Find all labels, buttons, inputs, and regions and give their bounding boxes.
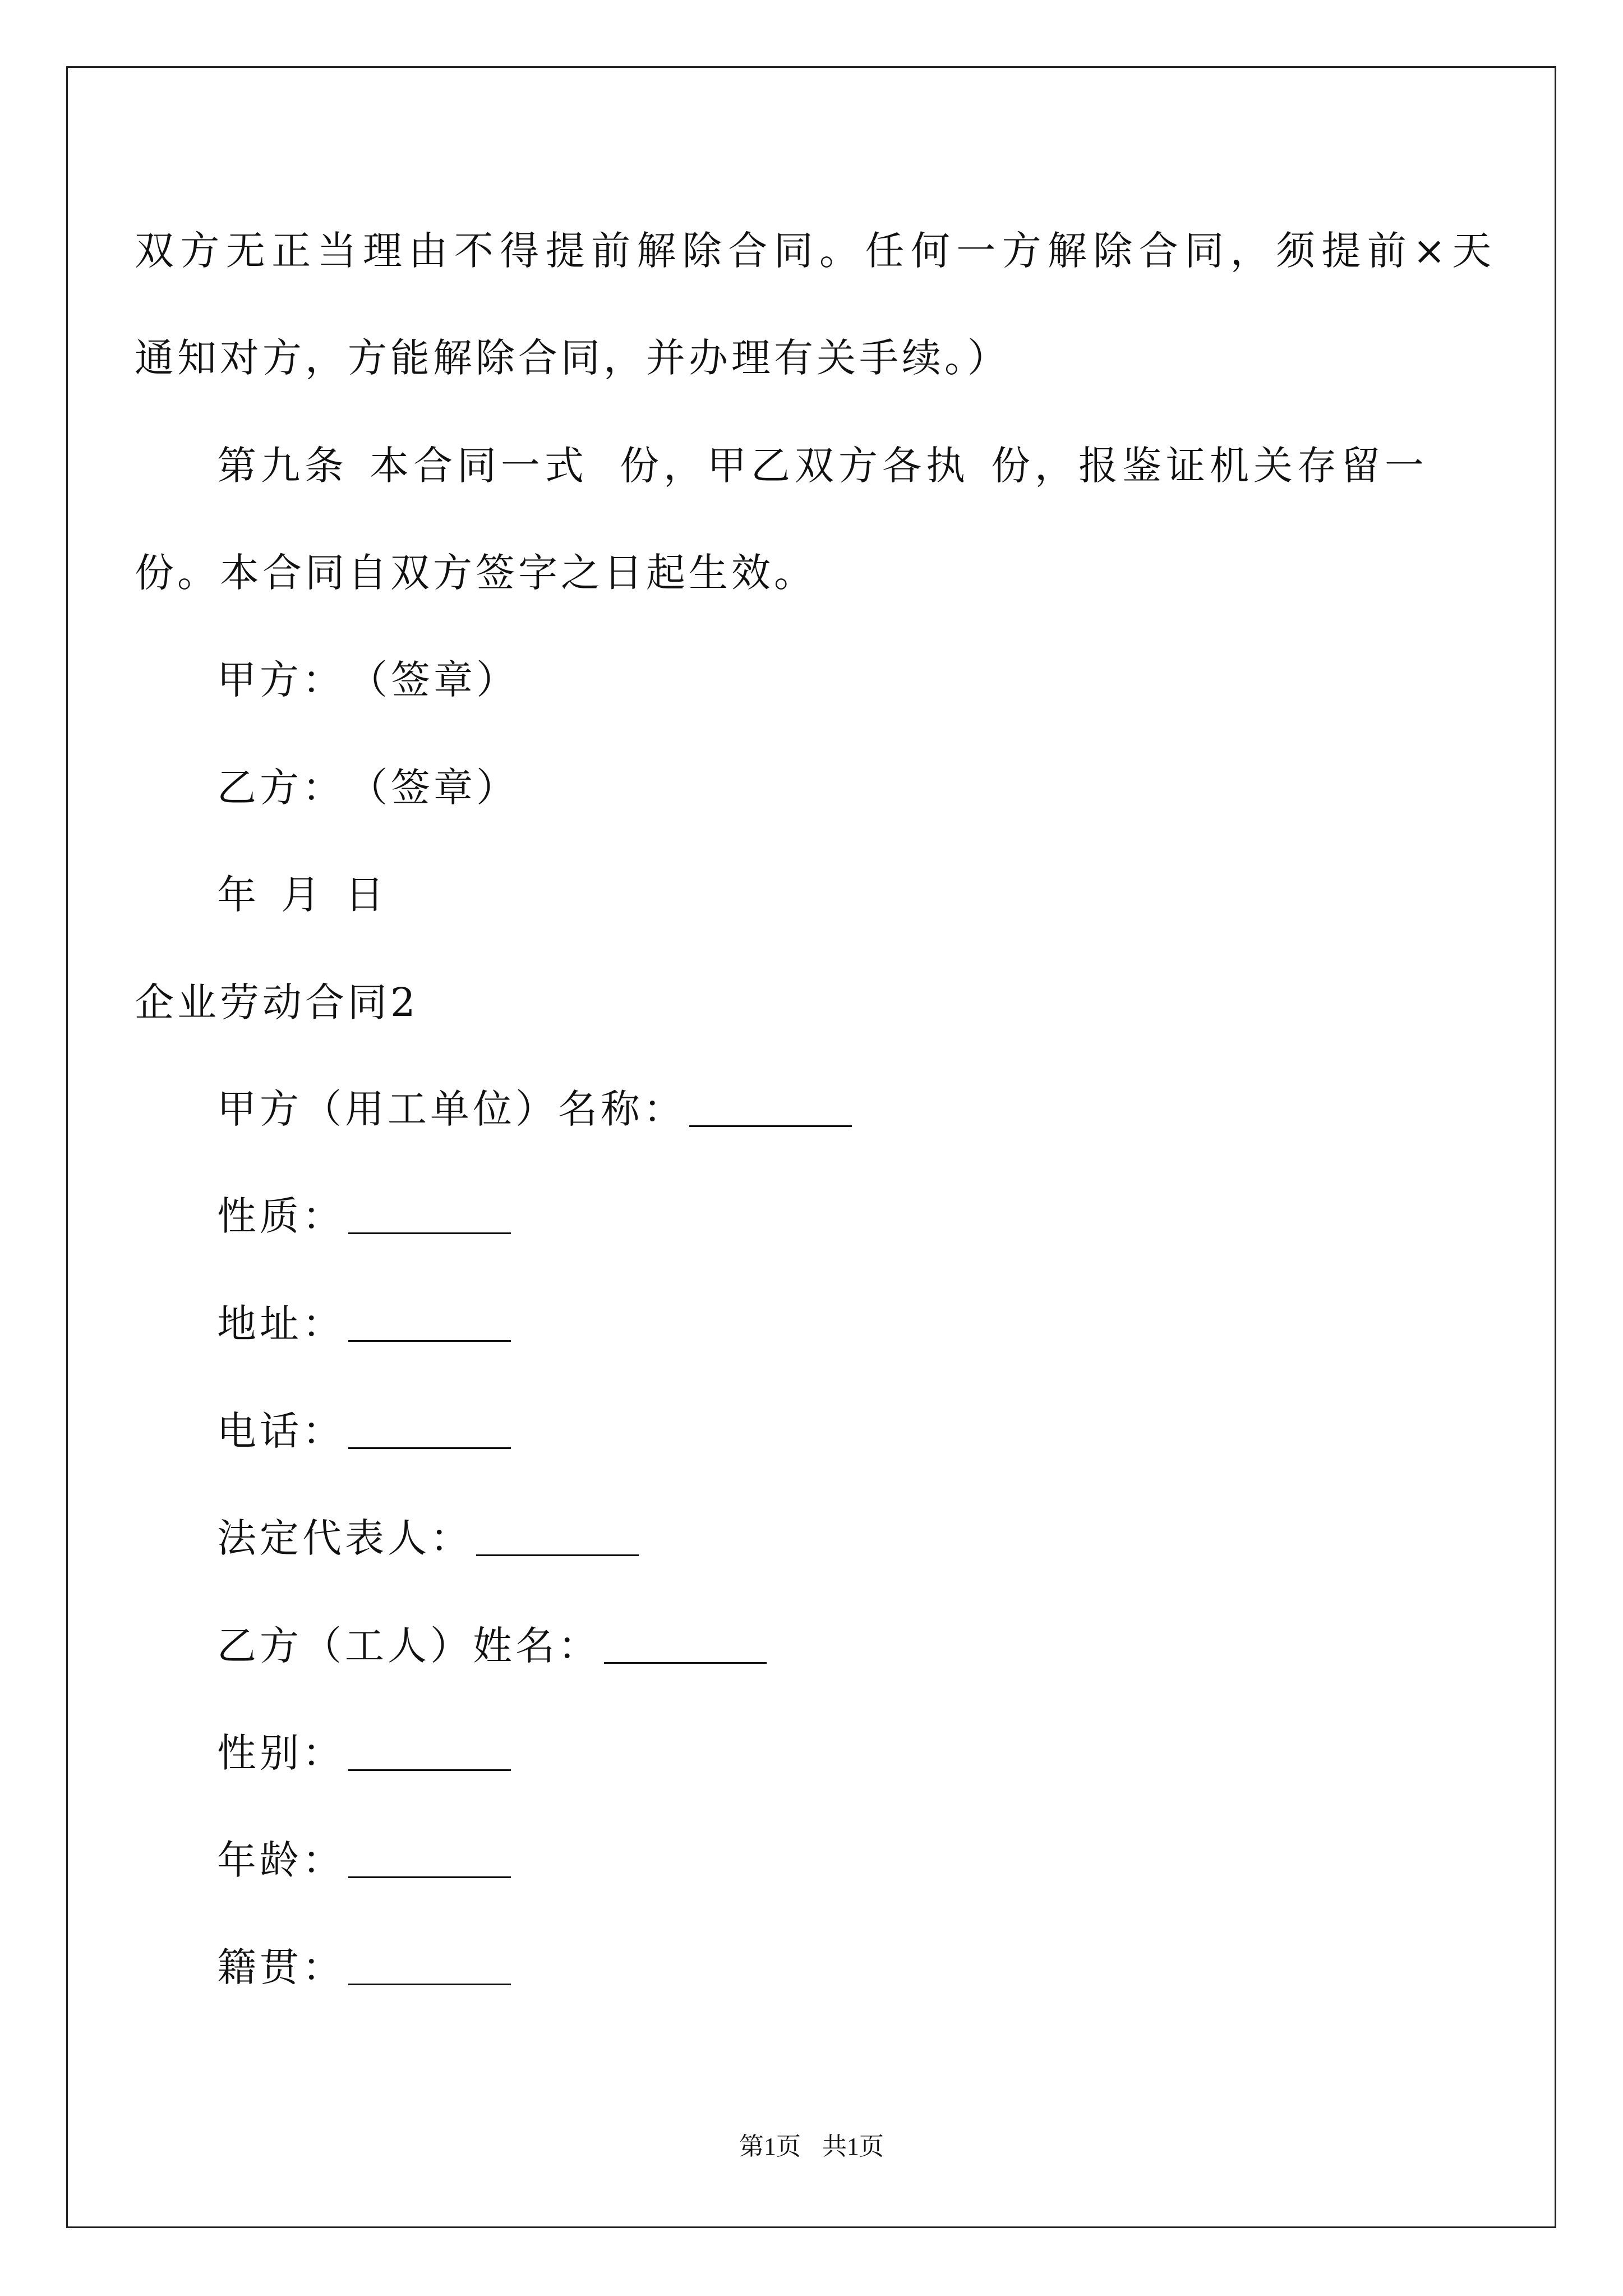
article-nine-each: 份，甲乙双方各执 — [620, 443, 970, 489]
date-line — [217, 872, 388, 918]
native-place-label: 籍贯： — [217, 1944, 345, 1990]
date-day: 日 — [345, 872, 388, 918]
phone-blank[interactable] — [348, 1447, 511, 1449]
gender-blank[interactable] — [348, 1769, 511, 1771]
gender-label: 性别： — [217, 1730, 345, 1776]
page-frame — [66, 66, 1556, 2228]
page-footer — [0, 2134, 1623, 2159]
page-total: 共1页 — [822, 2133, 884, 2160]
native-place-field — [217, 1944, 511, 1990]
legal-rep-field — [217, 1515, 639, 1561]
date-year: 年 — [217, 872, 260, 918]
native-place-blank[interactable] — [348, 1984, 511, 1985]
address-blank[interactable] — [348, 1340, 511, 1342]
section-title: 企业劳动合同2 — [135, 979, 419, 1025]
age-blank[interactable] — [348, 1876, 511, 1878]
body-line-2: 通知对方，方能解除合同，并办理有关手续。） — [135, 335, 1010, 381]
article-nine-archive: 份，报鉴证机关存留一 — [991, 443, 1428, 489]
party-a-signature-line: 甲方： （签章） — [217, 657, 519, 703]
worker-name-blank[interactable] — [604, 1662, 767, 1664]
body-line-4: 份。本合同自双方签字之日起生效。 — [135, 550, 817, 596]
article-nine-line — [217, 443, 1428, 489]
body-line-1: 双方无正当理由不得提前解除合同。任何一方解除合同，须提前×天 — [135, 228, 1498, 274]
age-field — [217, 1837, 511, 1883]
age-label: 年龄： — [217, 1837, 345, 1883]
employer-name-field — [217, 1086, 852, 1132]
nature-blank[interactable] — [348, 1232, 511, 1234]
address-label: 地址： — [217, 1301, 345, 1347]
page-number: 第1页 — [739, 2133, 801, 2160]
employer-name-label: 甲方（用工单位）名称： — [217, 1086, 686, 1132]
nature-label: 性质： — [217, 1193, 345, 1239]
phone-field — [217, 1408, 511, 1454]
article-nine-copies: 本合同一式 — [370, 443, 588, 489]
party-b-signature-line: 乙方： （签章） — [217, 765, 519, 811]
worker-name-field — [217, 1623, 767, 1669]
worker-name-label: 乙方（工人）姓名： — [217, 1623, 601, 1669]
address-field — [217, 1301, 511, 1347]
phone-label: 电话： — [217, 1408, 345, 1454]
date-month: 月 — [281, 872, 324, 918]
gender-field — [217, 1730, 511, 1776]
legal-rep-blank[interactable] — [476, 1554, 639, 1556]
nature-field — [217, 1193, 511, 1239]
article-nine-label: 第九条 — [217, 443, 348, 489]
employer-name-blank[interactable] — [689, 1125, 852, 1127]
legal-rep-label: 法定代表人： — [217, 1515, 473, 1561]
